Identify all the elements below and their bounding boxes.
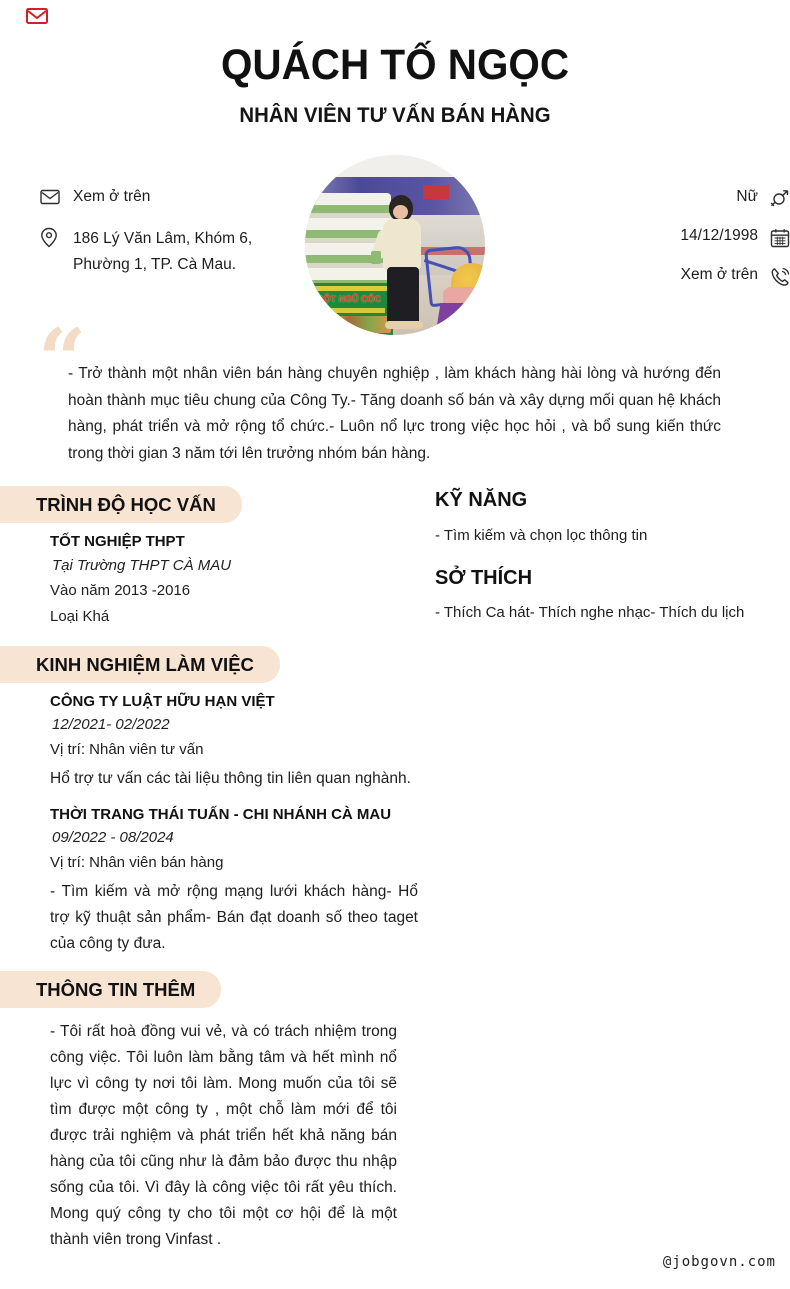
photo-held-product <box>371 251 381 264</box>
photo-sign-text: BỘT NGŨ CỐC <box>317 294 381 304</box>
additional-info-text: - Tôi rất hoà đồng vui vẻ, và có trách nhiệm trong công việc. Tôi luôn làm bằng tâm và hết mình nổ lực vì công ty nơi tôi làm. Mong muốn của tôi sẽ tìm được một công ty , một chỗ làm mới để tôi được trải nghiệm và phát triển hết khả năng bán hàng của tôi cũng như là đảm bảo được thu nhập sống của tôi. Vì đây là công việc tôi rất yêu thích. Mong quý công ty cho tôi một cơ hội để là một thành viên trong Vinfast . <box>50 1023 397 1248</box>
hobbies-item: - Thích Ca hát- Thích nghe nhạc- Thích du lịch <box>435 604 745 621</box>
contact-email-value: Xem ở trên <box>73 188 151 205</box>
career-objective-text: - Trở thành một nhân viên bán hàng chuyên nghiệp , làm khách hàng hài lòng và hướng đến hoàn thành mục tiêu chung của Công Ty.- Tăng doanh số bán và xây dựng mối quan hệ khách hàng, phát triển và mở rộng tổ chức.- Luôn nổ lực trong việc học hỏi , và bổ sung kiến thức trong thời gian 3 năm tới lên trưởng nhóm bán hàng. <box>68 365 721 462</box>
photo-woman-face <box>393 205 408 219</box>
photo-red-signage <box>423 185 449 199</box>
section-heading-education: TRÌNH ĐỘ HỌC VẤN <box>0 486 242 523</box>
quote-mark-icon: “ <box>38 310 87 409</box>
education-school: Tại Trường THPT CÀ MAU <box>52 557 232 574</box>
job-company: CÔNG TY LUẬT HỮU HẠN VIỆT <box>50 693 275 710</box>
job-period: 12/2021- 02/2022 <box>52 716 170 733</box>
corner-envelope-icon <box>26 7 48 25</box>
candidate-name: QUÁCH TỐ NGỌC <box>220 41 570 89</box>
photo-sign-yellow-line <box>309 286 387 291</box>
section-heading-additional-info: THÔNG TIN THÊM <box>0 971 221 1008</box>
photo-woman-shoes <box>385 321 423 329</box>
skills-item: - Tìm kiếm và chọn lọc thông tin <box>435 527 648 544</box>
job-description: - Tìm kiếm và mở rộng mạng lưới khách hàng- Hổ trợ kỹ thuật sản phẩm- Bán đạt doanh số theo taget của công ty đưa. <box>50 883 418 952</box>
photo-toy-car <box>443 287 477 303</box>
job-description: Hổ trợ tư vấn các tài liệu thông tin liên quan nghành. <box>50 770 411 787</box>
calendar-icon <box>770 228 790 248</box>
section-heading-hobbies: SỞ THÍCH <box>435 567 533 589</box>
photo-woman-blouse <box>383 219 421 271</box>
job-period: 09/2022 - 08/2024 <box>52 829 174 846</box>
photo-woman-pants <box>387 267 419 323</box>
photo-sign-yellow-line2 <box>311 308 385 313</box>
contact-phone-value: Xem ở trên <box>680 266 758 283</box>
photo-sign-collage <box>307 316 391 333</box>
education-years: Vào năm 2013 -2016 <box>50 582 191 599</box>
site-watermark: @jobgovn.com <box>662 1254 776 1270</box>
candidate-job-title: NHÂN VIÊN TƯ VẤN BÁN HÀNG <box>239 104 551 127</box>
section-heading-experience: KINH NGHIỆM LÀM VIỆC <box>0 646 280 683</box>
gender-icon <box>770 189 790 209</box>
phone-icon <box>770 267 790 287</box>
education-grade: Loại Khá <box>50 608 110 625</box>
contact-gender-value: Nữ <box>736 188 758 205</box>
profile-photo <box>305 155 485 335</box>
photo-green-sign <box>305 283 393 335</box>
section-heading-skills: KỸ NĂNG <box>435 489 528 511</box>
job-position: Vị trí: Nhân viên tư vấn <box>50 741 204 758</box>
contact-birthday-value: 14/12/1998 <box>680 227 758 244</box>
job-position: Vị trí: Nhân viên bán hàng <box>50 854 224 871</box>
contact-address-value: 186 Lý Văn Lâm, Khóm 6, Phường 1, TP. Cà Mau. <box>73 230 253 273</box>
education-degree: TỐT NGHIỆP THPT <box>50 533 185 550</box>
job-company: THỜI TRANG THÁI TUẤN - CHI NHÁNH CÀ MAU <box>50 806 392 823</box>
photo-purple-stool <box>437 303 467 325</box>
